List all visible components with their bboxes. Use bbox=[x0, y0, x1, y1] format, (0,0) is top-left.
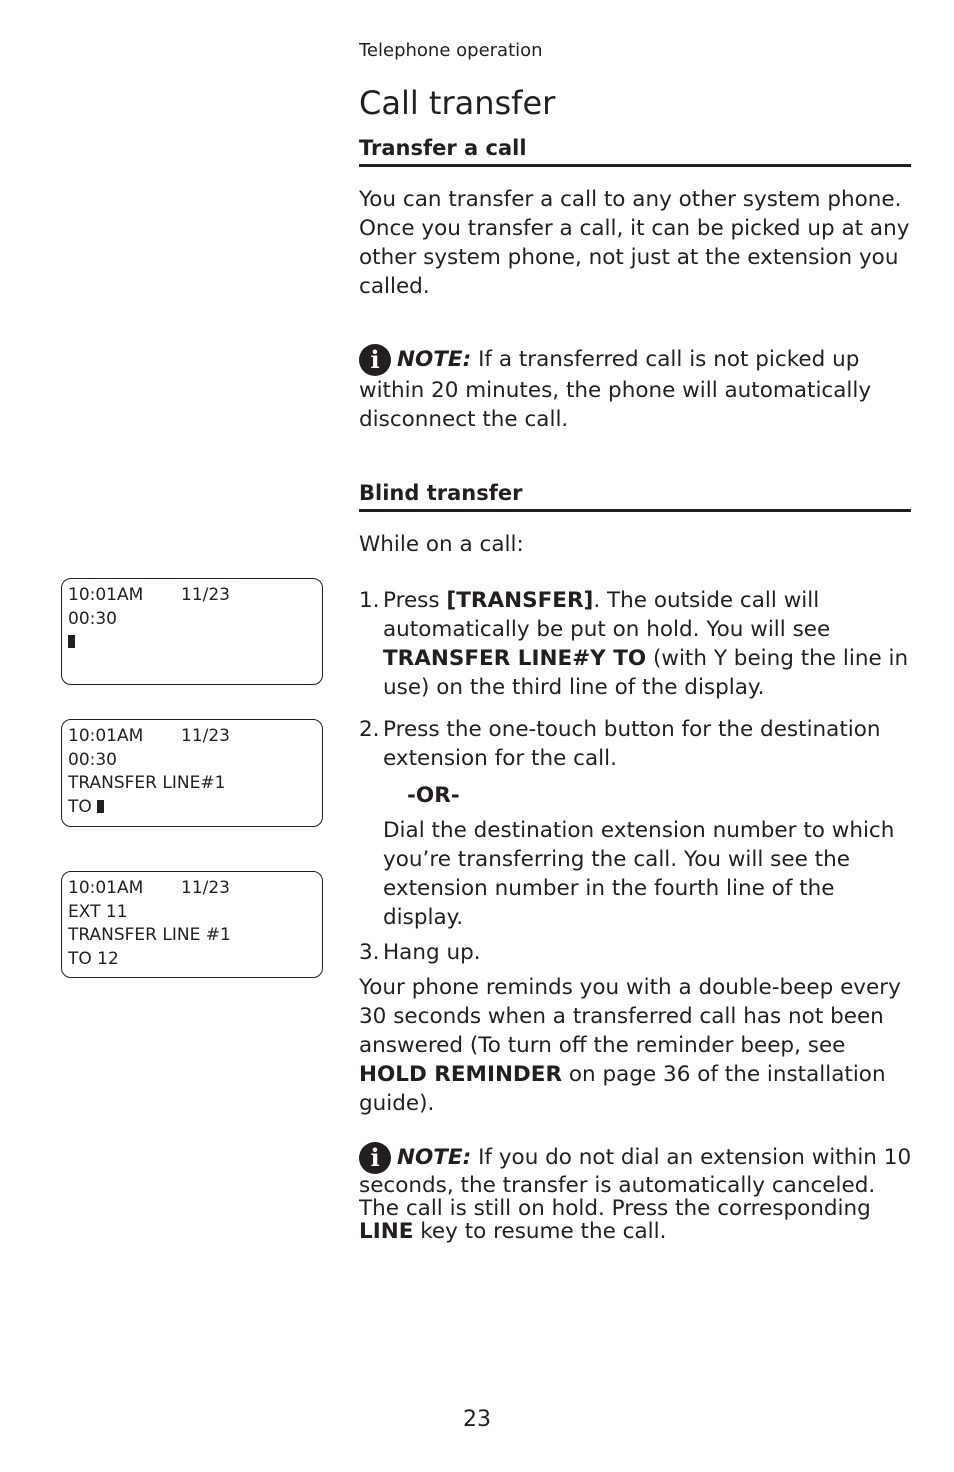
note-label: NOTE: bbox=[397, 347, 472, 372]
reminder-text: on page 36 of the installation guide). bbox=[359, 1062, 886, 1116]
step-alt-text: Dial the destination extension number to which you’re transferring the call. You will see the extension number in the fourth line of the display. bbox=[383, 818, 895, 930]
running-head: Telephone operation bbox=[359, 40, 543, 61]
note-label: NOTE: bbox=[397, 1145, 472, 1170]
step-text: . The outside call will automatically be put on hold. You will see bbox=[383, 588, 831, 642]
handset-display-3 bbox=[61, 871, 323, 978]
display-line-2: EXT 11 bbox=[68, 901, 128, 922]
note-block-2 bbox=[359, 1142, 915, 1243]
display-text-label: TRANSFER LINE#Y TO bbox=[383, 646, 647, 671]
display-time: 10:01AM bbox=[68, 726, 144, 746]
display-cursor bbox=[97, 800, 104, 813]
reminder-paragraph bbox=[359, 973, 915, 1118]
transfer-paragraph: You can transfer a call to any other system phone. Once you transfer a call, it can be picked up at any other system phone, not just at the extension you called. bbox=[359, 187, 910, 299]
display-time: 10:01AM bbox=[68, 585, 144, 605]
reminder-text: Your phone reminds you with a double-beep every 30 seconds when a transferred call has not been answered (To turn off the reminder beep, see bbox=[359, 975, 901, 1058]
section-heading-transfer: Transfer a call bbox=[359, 136, 911, 167]
info-icon: i bbox=[359, 344, 391, 376]
step-text: Hang up. bbox=[383, 940, 481, 965]
note-text: If you do not dial an extension within 10 seconds, the transfer is automatically canceled. The call is still on hold. Press the corresponding bbox=[359, 1145, 912, 1221]
info-icon: i bbox=[359, 1142, 391, 1174]
note-text: If a transferred call is not picked up within 20 minutes, the phone will automatically disconnect the call. bbox=[359, 347, 872, 432]
line-key-label: LINE bbox=[359, 1219, 414, 1244]
step-number: 2. bbox=[359, 717, 380, 742]
display-date: 11/23 bbox=[181, 585, 230, 605]
or-separator: -OR- bbox=[407, 783, 460, 808]
step-text: Press bbox=[383, 588, 447, 613]
blind-intro: While on a call: bbox=[359, 532, 524, 557]
step-2 bbox=[359, 715, 915, 932]
step-1 bbox=[359, 586, 915, 702]
transfer-key-label: [TRANSFER] bbox=[446, 588, 594, 613]
page-title: Call transfer bbox=[359, 84, 556, 122]
note-text: key to resume the call. bbox=[413, 1219, 667, 1244]
step-number: 3. bbox=[359, 940, 380, 965]
note-block-1 bbox=[359, 344, 915, 434]
step-text: Press the one-touch button for the destination extension for the call. bbox=[383, 717, 881, 771]
display-line-2: 00:30 bbox=[68, 749, 117, 770]
page-number: 23 bbox=[463, 1407, 491, 1432]
display-line-4: TO bbox=[68, 796, 92, 817]
display-line-4: TO 12 bbox=[68, 948, 119, 969]
display-time: 10:01AM bbox=[68, 878, 144, 898]
handset-display-2 bbox=[61, 719, 323, 827]
section-heading-blind: Blind transfer bbox=[359, 481, 911, 512]
step-number: 1. bbox=[359, 588, 380, 613]
handset-display-1 bbox=[61, 578, 323, 685]
display-date: 11/23 bbox=[181, 878, 230, 898]
display-line-2: 00:30 bbox=[68, 608, 117, 629]
display-line-3: TRANSFER LINE #1 bbox=[68, 925, 231, 945]
display-date: 11/23 bbox=[181, 726, 230, 746]
step-text: (with Y being the line in use) on the third line of the display. bbox=[383, 646, 909, 700]
step-3 bbox=[359, 938, 915, 967]
display-line-3: TRANSFER LINE#1 bbox=[68, 773, 226, 793]
display-cursor bbox=[68, 635, 75, 648]
hold-reminder-label: HOLD REMINDER bbox=[359, 1062, 563, 1087]
